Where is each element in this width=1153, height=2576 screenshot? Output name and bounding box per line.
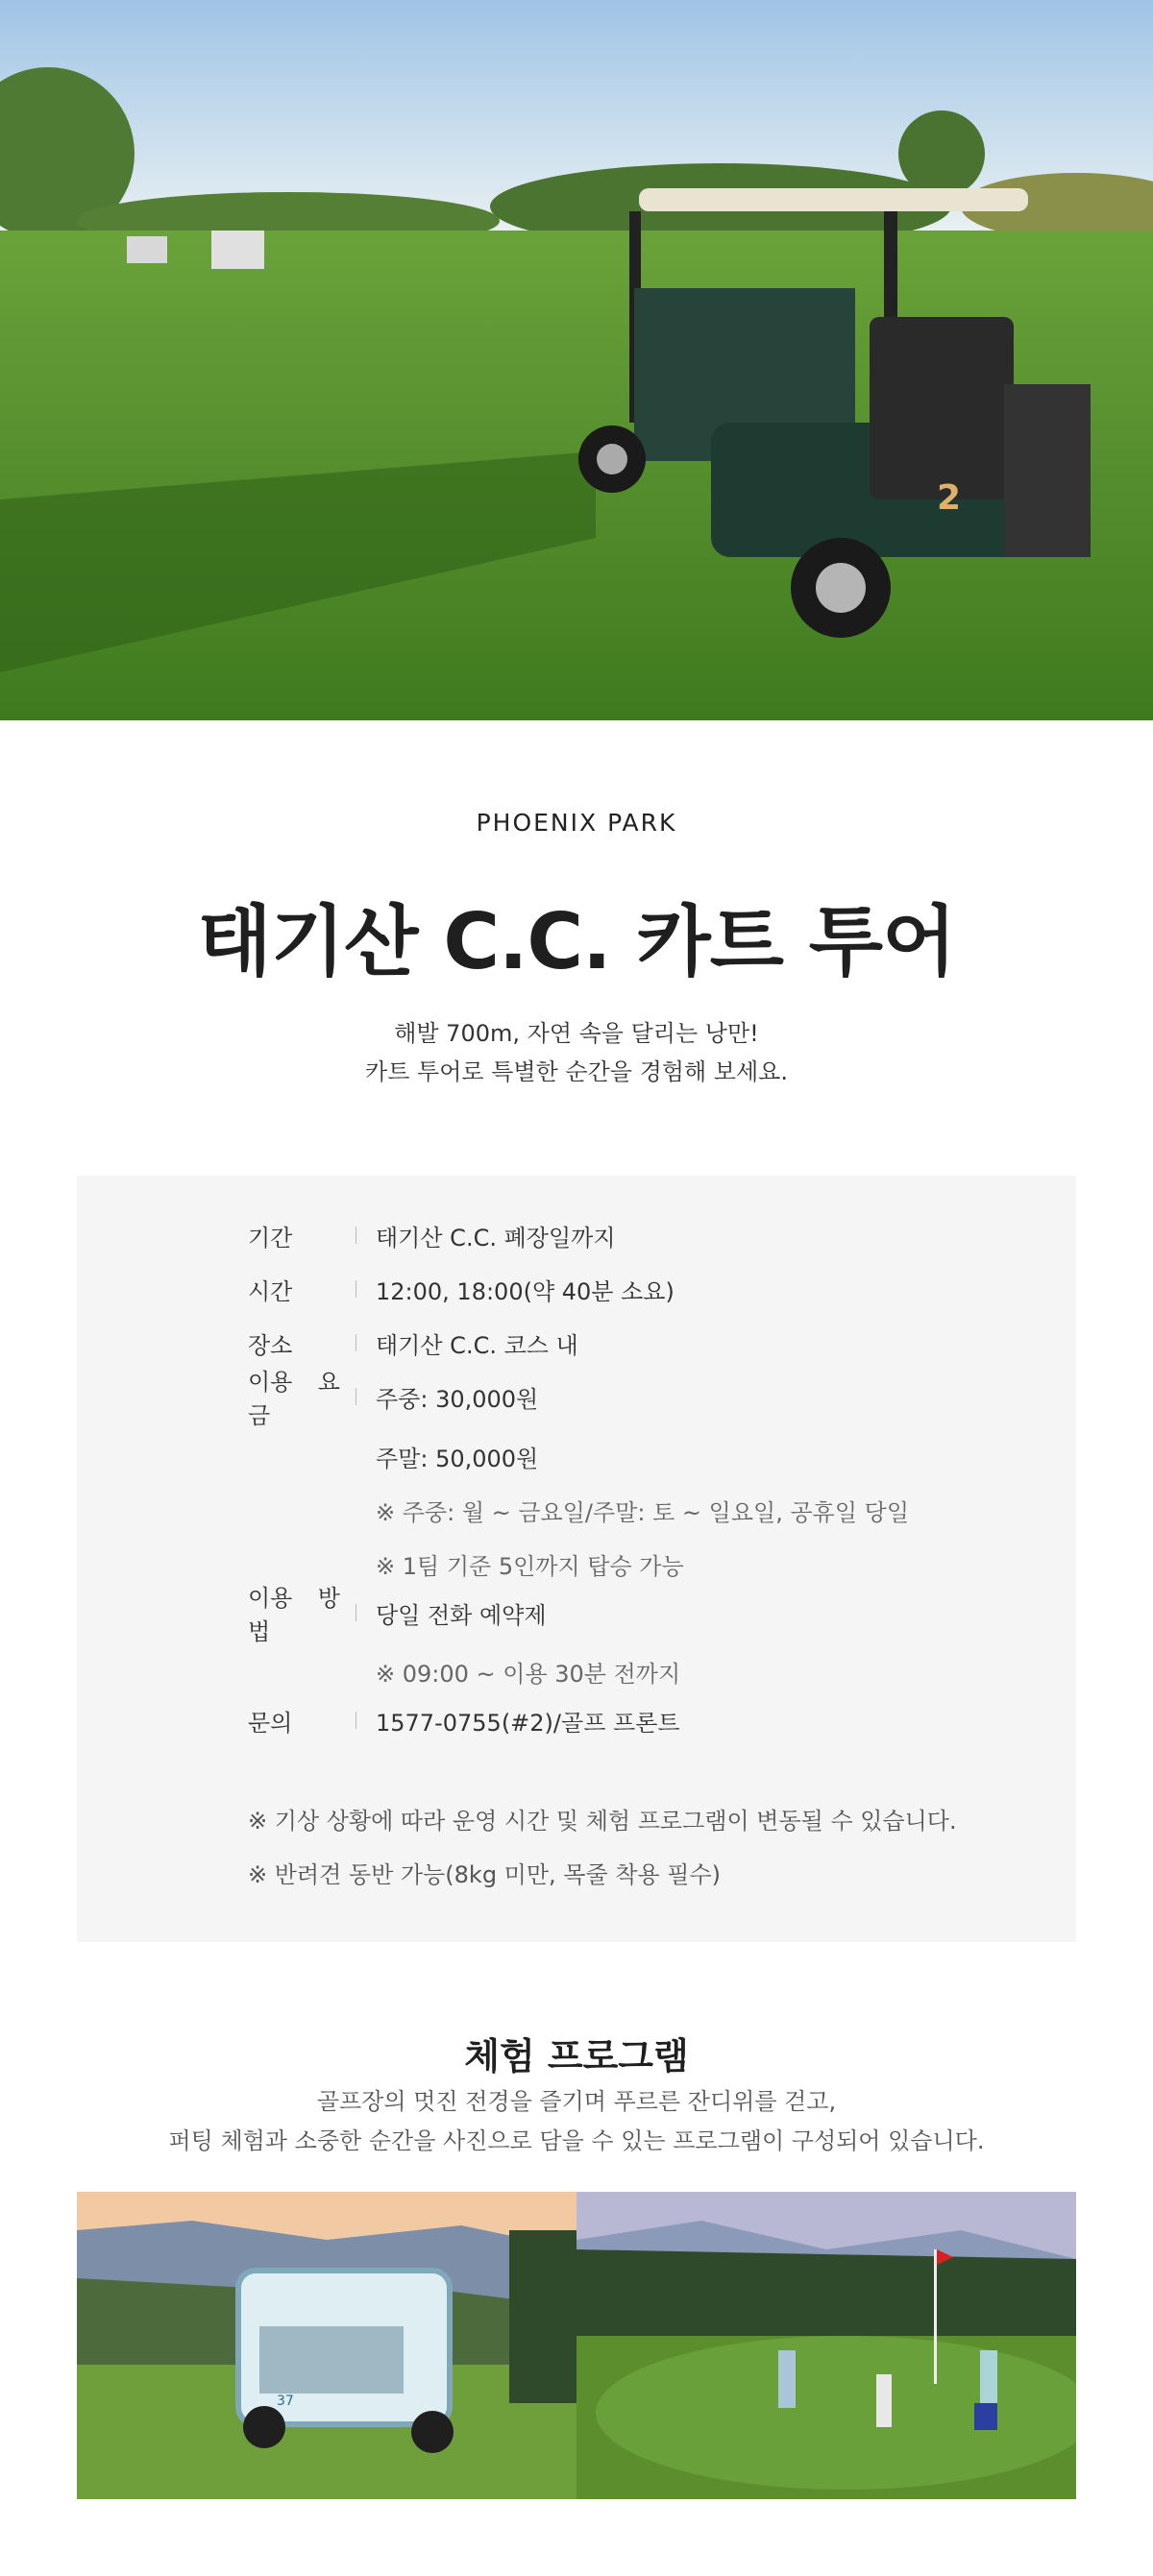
page-title: 태기산 C.C. 카트 투어: [197, 897, 956, 986]
info-row-period: [248, 1221, 616, 1250]
period-value: 태기산 C.C. 폐장일까지: [376, 1224, 616, 1252]
method-note: ※ 09:00 ~ 이용 30분 전까지: [376, 1661, 681, 1688]
info-row-fee: [248, 1369, 539, 1429]
contact-label: 문의: [248, 1709, 293, 1737]
time-value: 12:00, 18:00(약 40분 소요): [376, 1277, 675, 1305]
cart-ride-photo: [77, 2192, 576, 2499]
period-label: 기간: [248, 1224, 293, 1252]
method-label: 이용 방법: [248, 1585, 340, 1645]
info-row-method: [248, 1585, 547, 1645]
info-box: [77, 1176, 1076, 1942]
program-desc-line-1: 골프장의 멋진 전경을 즐기며 푸르른 잔디위를 걷고,: [316, 2088, 837, 2115]
footnote-weather: ※ 기상 상황에 따라 운영 시간 및 체험 프로그램이 변동될 수 있습니다.: [248, 1808, 957, 1835]
program-desc-line-2: 퍼팅 체험과 소중한 순간을 사진으로 담을 수 있는 프로그램이 구성되어 있습니다.: [168, 2127, 985, 2154]
fee-label: 이용 요금: [248, 1369, 340, 1429]
method-value: 당일 전화 예약제: [376, 1601, 547, 1629]
program-photos: [77, 2192, 1076, 2499]
cart-badge: 37: [277, 2394, 294, 2409]
program-desc: [0, 2082, 1153, 2161]
time-label: 시간: [248, 1277, 293, 1305]
place-value: 태기산 C.C. 코스 내: [376, 1331, 578, 1359]
footnote-pet: ※ 반려견 동반 가능(8kg 미만, 목줄 착용 필수): [248, 1861, 722, 1888]
fee-weekend: 주말: 50,000원: [376, 1446, 539, 1472]
contact-value: 1577-0755(#2)/골프 프론트: [376, 1709, 680, 1737]
place-label: 장소: [248, 1331, 293, 1359]
fee-note-days: ※ 주중: 월 ~ 금요일/주말: 토 ~ 일요일, 공휴일 당일: [376, 1499, 910, 1526]
info-row-place: [248, 1328, 578, 1357]
putting-photo: [576, 2192, 1076, 2499]
info-row-time: [248, 1275, 675, 1303]
hero-image: [0, 0, 1153, 720]
intro-line-2: 카트 투어로 특별한 순간을 경험해 보세요.: [365, 1058, 788, 1085]
info-row-contact: [248, 1706, 680, 1735]
fee-weekday: 주중: 30,000원: [376, 1385, 539, 1413]
program-title: 체험 프로그램: [464, 2035, 689, 2078]
intro-text: [0, 1014, 1153, 1091]
fee-note-capacity: ※ 1팀 기준 5인까지 탑승 가능: [376, 1553, 684, 1580]
golf-cart-photo: [0, 0, 1153, 720]
cart-number: 2: [937, 478, 962, 518]
brand-name: PHOENIX PARK: [476, 809, 677, 837]
intro-line-1: 해발 700m, 자연 속을 달리는 낭만!: [394, 1020, 759, 1047]
